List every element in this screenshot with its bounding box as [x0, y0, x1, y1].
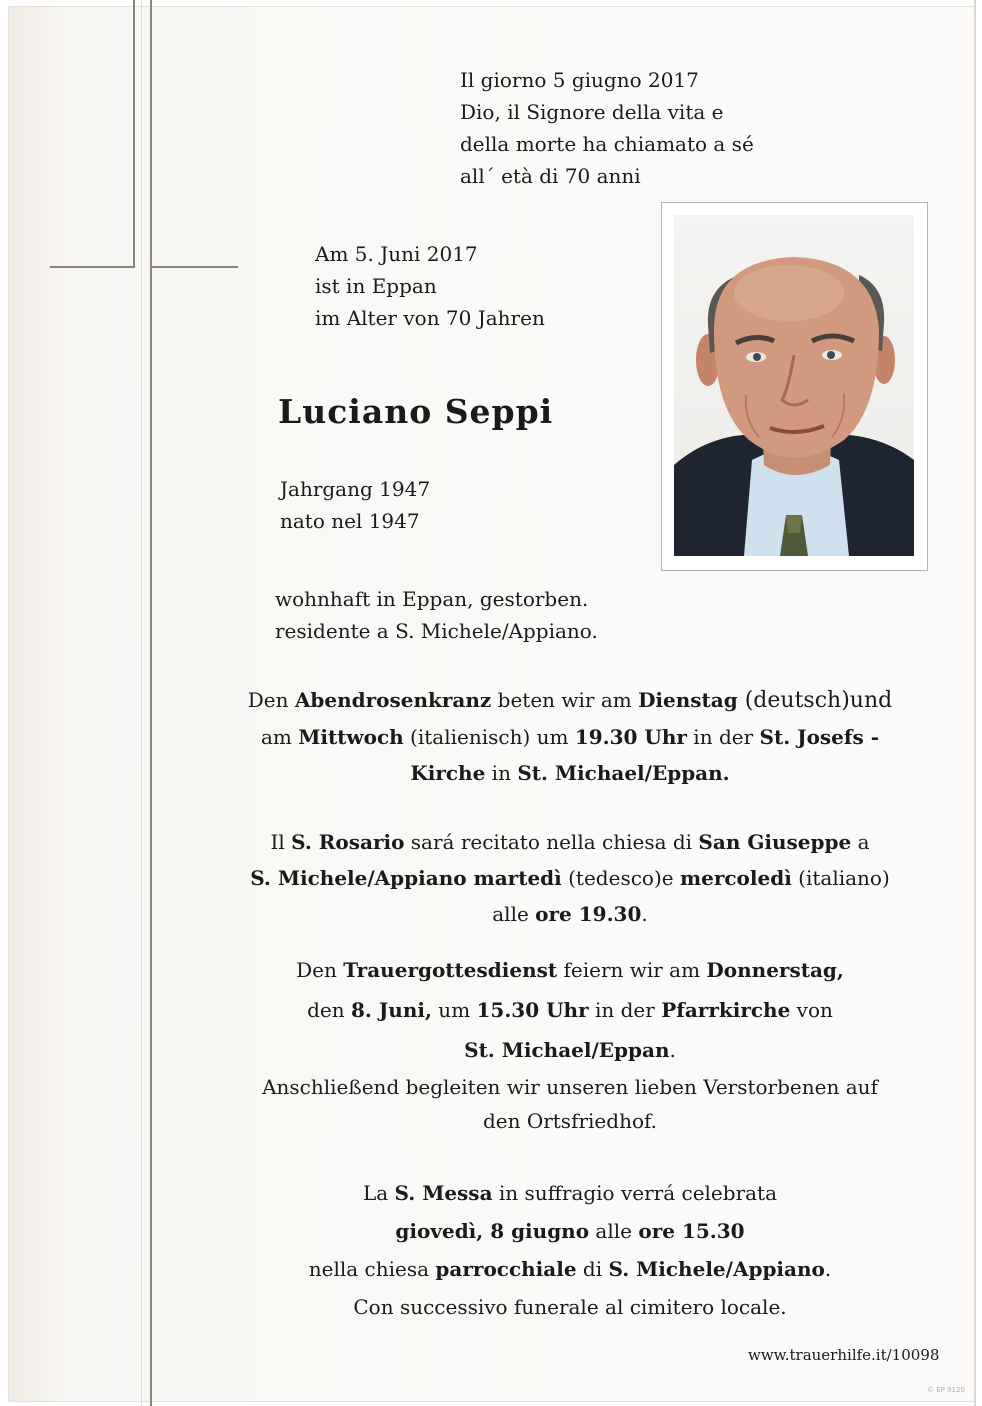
funeral-german-burial [190, 1070, 950, 1138]
text-bold: ore 19.30 [535, 902, 642, 926]
rosary-italian [190, 824, 950, 932]
mass-it-line-1 [190, 1174, 950, 1212]
italian-intro [460, 64, 754, 192]
italian-intro-line: della morte ha chiamato a sé [460, 132, 754, 156]
text-segment: nella chiesa [308, 1257, 436, 1281]
text-bold: St. Michael/Eppan [464, 1038, 670, 1062]
text-segment: (italienisch) um [403, 725, 575, 749]
portrait-photo [674, 215, 914, 556]
italian-intro-line: Il giorno 5 giugno 2017 [460, 68, 699, 92]
italian-intro-line: Dio, il Signore della vita e [460, 100, 724, 124]
portrait-frame [661, 202, 928, 571]
text-bold: 15.30 Uhr [476, 998, 589, 1022]
funeral-de-line-3 [190, 1030, 950, 1070]
text-bold: 8. Juni, [351, 998, 432, 1022]
text-segment: (deutsch)und [737, 688, 893, 713]
birth-de: Jahrgang 1947 [280, 477, 431, 501]
rosary-it-line-1 [190, 824, 950, 860]
cross-long-beam [150, 0, 152, 1406]
text-bold: Abendrosenkranz [294, 688, 492, 712]
text-segment: alle [492, 902, 536, 926]
footer-url[interactable]: www.trauerhilfe.it/10098 [748, 1346, 940, 1364]
birth-it: nato nel 1947 [280, 509, 420, 533]
text-bold: S. Rosario [291, 830, 405, 854]
funeral-de-line-2 [190, 990, 950, 1030]
text-bold: giovedì, 8 giugno [395, 1219, 590, 1243]
sheet-edge [974, 0, 976, 1406]
text-segment: Den [247, 688, 295, 712]
text-segment: Il [270, 830, 292, 854]
italian-intro-line: all´ età di 70 anni [460, 164, 641, 188]
text-segment: feiern wir am [557, 958, 707, 982]
rosary-german [190, 682, 950, 791]
text-segment: (italiano) [791, 866, 890, 890]
german-intro-line: Am 5. Juni 2017 [315, 242, 478, 266]
text-segment: alle [589, 1219, 639, 1243]
text-segment: in suffragio verrá celebrata [492, 1181, 778, 1205]
mass-italian [190, 1174, 950, 1326]
mass-it-line-3 [190, 1250, 950, 1288]
text-bold: Mittwoch [298, 725, 404, 749]
text-segment: . [824, 1257, 832, 1281]
text-bold: S. Michele/Appiano martedì [250, 866, 562, 890]
text-segment: a [851, 830, 870, 854]
cross-right-arm [150, 266, 238, 268]
text-bold: S. Michele/Appiano [608, 1257, 825, 1281]
text-segment: di [576, 1257, 609, 1281]
text-segment: . [669, 1038, 676, 1062]
rosary-it-line-2 [190, 860, 950, 896]
text-segment: um [431, 998, 477, 1022]
text-segment: von [790, 998, 833, 1022]
text-segment: La [362, 1181, 395, 1205]
text-bold: San Giuseppe [698, 830, 852, 854]
text-bold: 19.30 Uhr [574, 725, 687, 749]
german-intro [315, 238, 545, 334]
funeral-de-line-1 [190, 950, 950, 990]
deceased-name: Luciano Seppi [278, 392, 554, 431]
german-intro-line: im Alter von 70 Jahren [315, 306, 545, 330]
text-bold: St. Michael/Eppan. [517, 761, 730, 785]
text-bold: ore 15.30 [638, 1219, 745, 1243]
text-segment: in [485, 761, 518, 785]
mass-it-line-2 [190, 1212, 950, 1250]
rosary-de-line-2 [190, 719, 950, 755]
text-bold: parrocchiale [435, 1257, 577, 1281]
rosary-de-line-3 [190, 755, 950, 791]
residence-it: residente a S. Michele/Appiano. [275, 619, 598, 643]
residence-info [275, 583, 598, 647]
text-bold: S. Messa [394, 1181, 493, 1205]
text-segment: in der [588, 998, 662, 1022]
cross-shadow-line [141, 0, 142, 1406]
text-segment: am [260, 725, 299, 749]
text-segment: sará recitato nella chiesa di [404, 830, 699, 854]
text-bold: Kirche [410, 761, 486, 785]
rosary-it-line-3 [190, 896, 950, 932]
funeral-de-line-5: den Ortsfriedhof. [482, 1109, 658, 1133]
text-bold: St. Josefs - [759, 725, 880, 749]
german-intro-line: ist in Eppan [315, 274, 437, 298]
text-bold: Pfarrkirche [661, 998, 791, 1022]
text-segment: in der [686, 725, 760, 749]
cross-left-arm [50, 266, 134, 268]
text-segment: den [307, 998, 351, 1022]
portrait-illustration [674, 215, 914, 556]
text-segment: Den [296, 958, 344, 982]
text-bold: Dienstag [638, 688, 738, 712]
mass-it-line-4: Con successivo funerale al cimitero locale. [353, 1295, 787, 1319]
rosary-de-line-1 [190, 682, 950, 719]
footer-code: © EP 9120 [927, 1386, 965, 1394]
funeral-de-line-4: Anschließend begleiten wir unseren lieben Verstorbenen auf [262, 1075, 878, 1099]
residence-de: wohnhaft in Eppan, gestorben. [275, 587, 589, 611]
funeral-german [190, 950, 950, 1070]
text-segment: . [641, 902, 648, 926]
text-bold: Donnerstag, [706, 958, 844, 982]
cross-upper-beam [133, 0, 135, 268]
text-segment: beten wir am [491, 688, 639, 712]
text-bold: Trauergottesdienst [343, 958, 558, 982]
birth-info [280, 473, 430, 537]
text-segment: (tedesco)e [561, 866, 680, 890]
text-bold: mercoledì [679, 866, 792, 890]
